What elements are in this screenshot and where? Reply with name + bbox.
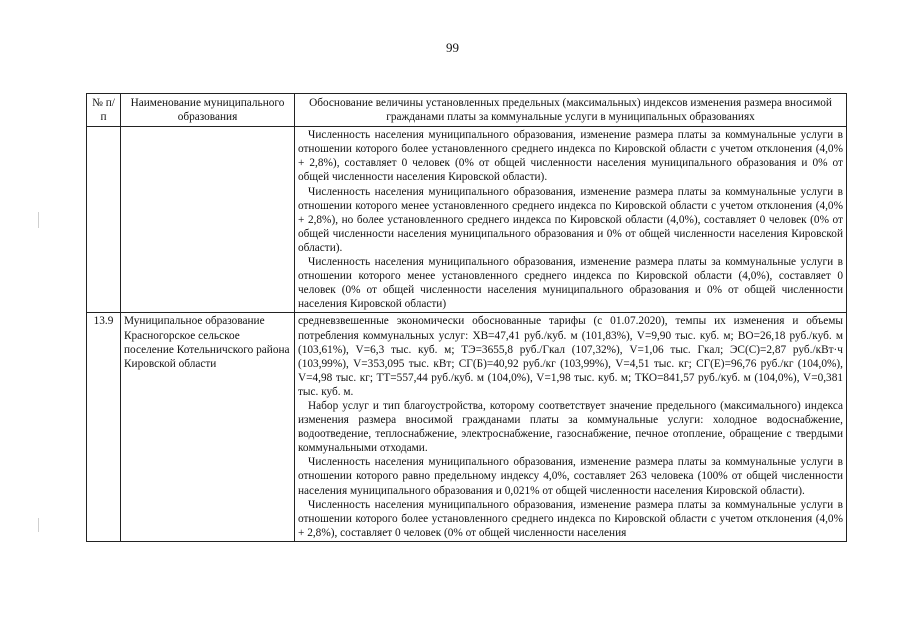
cell-name — [121, 127, 295, 313]
index-justification-table — [86, 93, 847, 542]
header-justification: Обоснование величины установленных предельных (максимальных) индексов изменения размера вносимой гражданами платы за коммунальные услуги в муниципальных образованиях — [295, 94, 847, 127]
table-row-13-9 — [87, 313, 847, 542]
paragraph: средневзвешенные экономически обоснованные тарифы (с 01.07.2020), темпы их изменения и объемы потребления коммунальных услуг: ХВ=47,41 руб./куб. м (101,83%), V=9,90 тыс. куб. м; ВО=26,18 руб./куб. м (103,61%), V=6,3 тыс. куб. м; ТЭ=3655,8 руб./Гкал (107,32%), V=1,06 тыс. Гкал; ЭС(С)=2,87 руб./кВт·ч (103,99%), V=353,095 тыс. кВт; СГ(Б)=40,92 руб./кг (103,99%), V=4,51 тыс. кг; СГ(Е)=96,76 руб./кг (104,0%), V=4,98 тыс. кг; ТТ=557,44 руб./куб. м (104,0%), V=1,98 тыс. куб. м; ТКО=841,57 руб./куб. м (104,0%), V=0,381 тыс. куб. м. — [298, 315, 843, 398]
header-name: Наименование муниципального образования — [121, 94, 295, 127]
paragraph: Численность населения муниципального образования, изменение размера платы за коммунальные услуги в отношении которого более установленного среднего индекса по Кировской области с учетом отклонения (4,0% + 2,8%), составляет 0 человек (0% от общей численности населения — [298, 498, 843, 539]
cell-num: 13.9 — [87, 313, 121, 542]
cell-num — [87, 127, 121, 313]
cell-name: Муниципальное образование Красногорское сельское поселение Котельничского района Кировской области — [121, 313, 295, 542]
cell-justification — [295, 127, 847, 313]
paragraph: Набор услуг и тип благоустройства, которому соответствует значение предельного (максимального) индекса изменения размера вносимой гражданами платы за коммунальные услуги: холодное водоснабжение, водоотведение, теплоснабжение, электроснабжение, газоснабжение, печное отопление, обращение с твердыми коммунальными отходами. — [298, 399, 843, 455]
page-number: 99 — [446, 40, 459, 55]
paragraph: Численность населения муниципального образования, изменение размера платы за коммунальные услуги в отношении которого равно предельному индексу 4,0%, составляет 263 человека (100% от общей численности населения муниципального образования и 0,021% от общей численности населения Кировской области). — [298, 456, 843, 497]
table-row-continued — [87, 127, 847, 313]
paragraph: Численность населения муниципального образования, изменение размера платы за коммунальные услуги в отношении которого менее установленного среднего индекса по Кировской области (4,0%), составляет 0 человек (0% от общей численности населения муниципального образования и 0% от общей численности населения Кировской области) — [298, 256, 843, 311]
cell-justification — [295, 313, 847, 542]
header-num: № п/п — [87, 94, 121, 127]
scan-margin-mark — [38, 212, 39, 228]
paragraph: Численность населения муниципального образования, изменение размера платы за коммунальные услуги в отношении которого менее установленного среднего индекса по Кировской области с учетом отклонения (4,0% + 2,8%), но более установленного среднего индекса по Кировской области (4,0%), составляет 0 человек (0% от общей численности населения муниципального образования и 0% от общей численности населения Кировской области). — [298, 185, 843, 254]
scan-margin-mark — [38, 518, 39, 532]
table-header-row — [87, 94, 847, 127]
paragraph: Численность населения муниципального образования, изменение размера платы за коммунальные услуги в отношении которого более установленного среднего индекса по Кировской области с учетом отклонения (4,0% + 2,8%), составляет 0 человек (0% от общей численности населения муниципального образования и 0% от общей численности населения Кировской области). — [298, 129, 843, 184]
